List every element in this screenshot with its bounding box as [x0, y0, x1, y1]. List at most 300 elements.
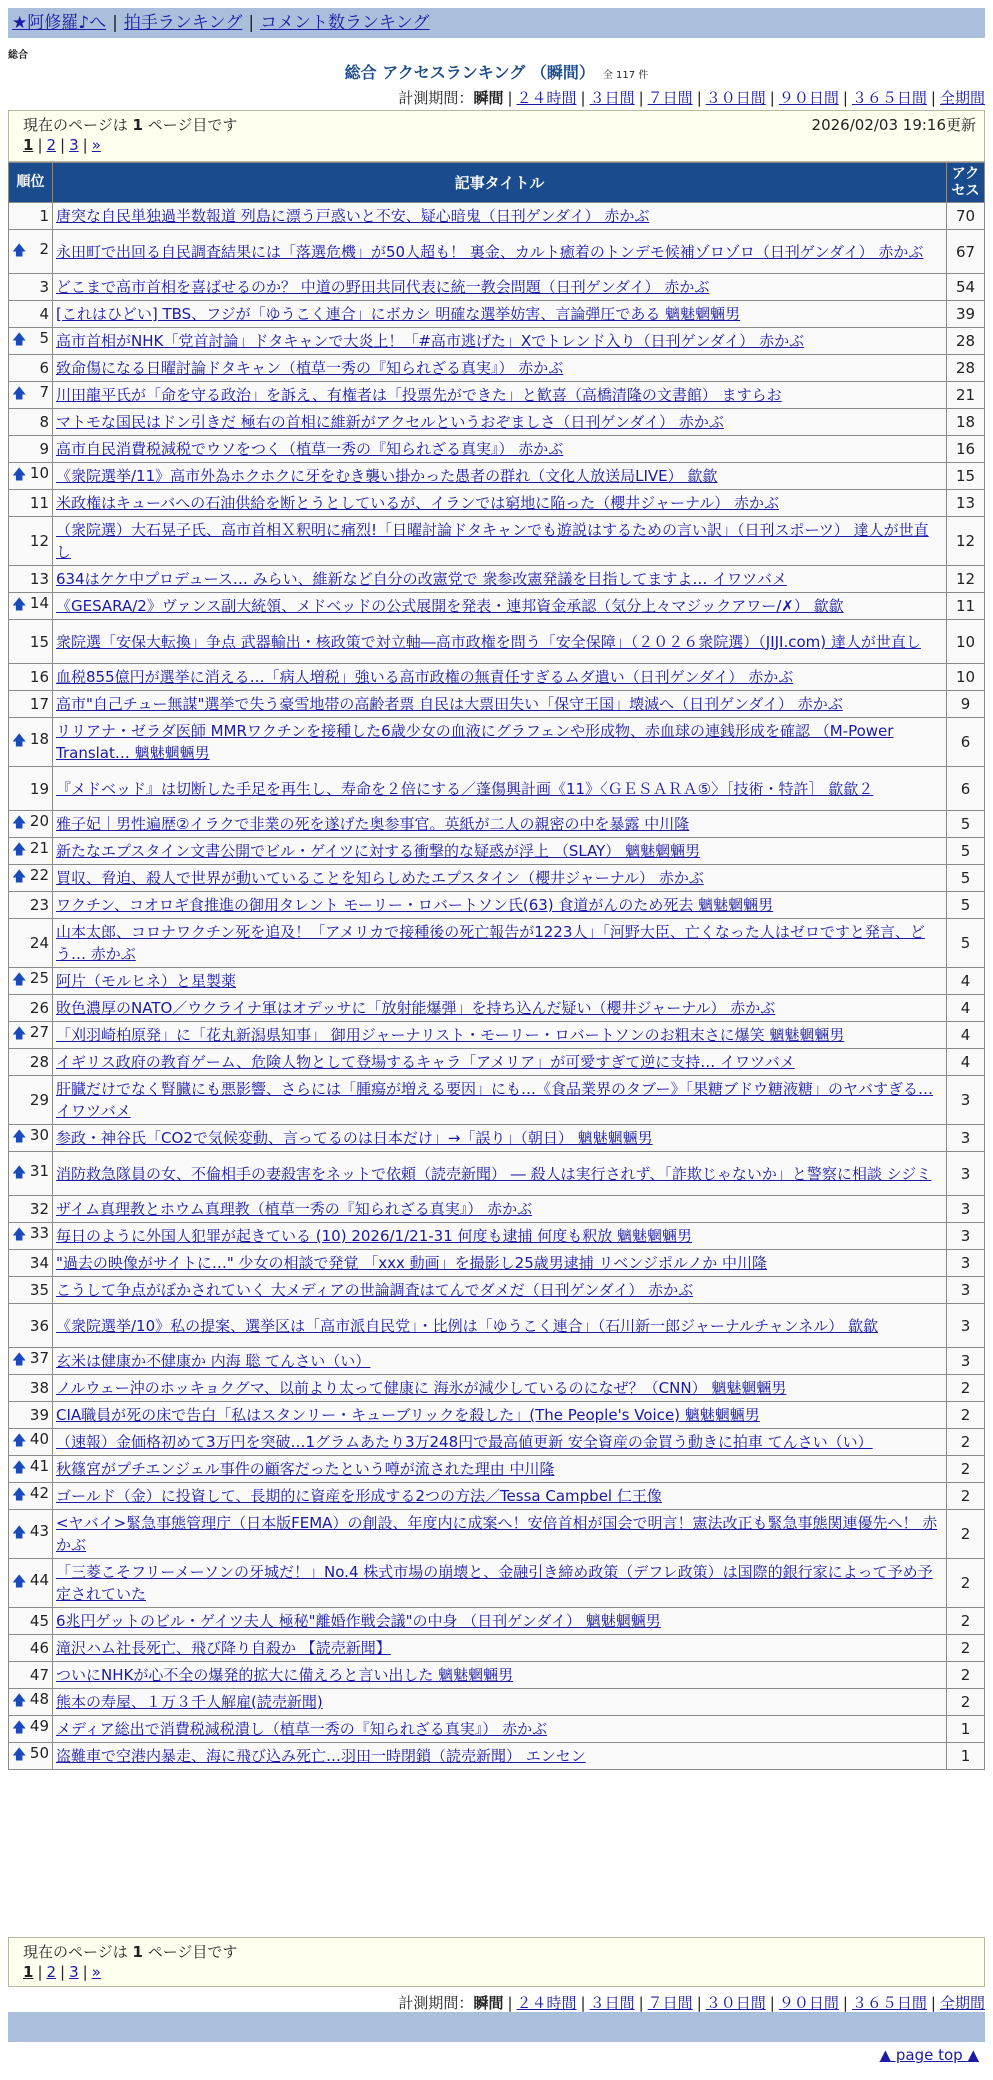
title-cell [53, 1076, 947, 1125]
period-separator: | [638, 1994, 644, 2012]
rank-number: 31 [29, 1161, 49, 1180]
title-cell [53, 919, 947, 968]
access-count: 2 [947, 1608, 985, 1635]
pagination-separator: | [60, 136, 66, 154]
period-link[interactable]: ３６５日間 [851, 1994, 927, 2012]
access-count: 1 [947, 1716, 985, 1743]
rank-number: 43 [29, 1522, 49, 1540]
ranking-table-body [9, 203, 985, 1770]
access-count: 28 [947, 355, 985, 382]
rank-number: 2 [39, 239, 49, 258]
access-count: 5 [947, 919, 985, 968]
rank-up-arrow-icon: 🡅 [12, 1129, 27, 1145]
table-row [9, 919, 985, 968]
current-page-number: 1 [132, 116, 143, 134]
article-title-link[interactable]: CIA職員が死の床で告白「私はスタンリー・キューブリックを殺した」(The People's Voice) 魑魅魍魎男 [56, 1406, 760, 1424]
article-title-link[interactable]: 634はケケ中プロデュース… みらい、維新など自分の改憲党で 衆参改憲発議を目指してますよ… イワツバメ [56, 570, 787, 588]
table-row [9, 1510, 985, 1559]
table-row [9, 811, 985, 838]
rank-cell [9, 1125, 53, 1152]
article-title-link[interactable]: 川田龍平氏が「命を守る政治」を訴え、有権者は「投票先ができた」と歓喜（高橋清隆の文書館） ますらお [56, 386, 782, 404]
rank-up-arrow-icon: 🡅 [12, 597, 27, 613]
title-cell [53, 1743, 947, 1770]
article-title-link[interactable]: 永田町で出回る自民調査結果には「落選危機」が50人超も！ 裏金、カルト癒着のトンデモ候補ゾロゾロ（日刊ゲンダイ） 赤かぶ [56, 242, 924, 261]
pagination-current: 1 [23, 136, 34, 154]
table-row [9, 436, 985, 463]
period-current: 瞬間 [473, 89, 504, 107]
rank-cell [9, 436, 53, 463]
rank-up-arrow-icon: 🡅 [12, 1720, 27, 1736]
rank-cell [9, 1304, 53, 1348]
rank-up-arrow-icon: 🡅 [12, 467, 27, 483]
rank-cell [9, 1022, 53, 1049]
period-separator: | [769, 1994, 775, 2012]
page-info-line [9, 111, 984, 136]
period-link[interactable]: ７日間 [647, 89, 693, 107]
table-row [9, 1689, 985, 1716]
table-row [9, 1716, 985, 1743]
rank-cell [9, 566, 53, 593]
table-row [9, 892, 985, 919]
table-row [9, 1152, 985, 1196]
rank-up-arrow-icon: 🡅 [12, 1747, 27, 1763]
title-cell [53, 382, 947, 409]
title-cell [53, 1510, 947, 1559]
access-count: 70 [947, 203, 985, 230]
asyura-home-link[interactable]: ★阿修羅♪へ [12, 13, 107, 33]
access-count: 28 [947, 328, 985, 355]
table-row [9, 1304, 985, 1348]
title-cell [53, 968, 947, 995]
article-title-link[interactable]: 米政権はキューバへの石油供給を断とうとしているが、イランでは窮地に陥った（櫻井ジャーナル） 赤かぶ [56, 494, 779, 512]
title-cell [53, 1689, 947, 1716]
rank-up-arrow-icon: 🡅 [12, 1026, 27, 1042]
table-row [9, 1348, 985, 1375]
article-title-link[interactable]: 「三菱こそフリーメーソンの牙城だ！」No.4 株式市場の崩壊と、金融引き締め政策（デフレ政策）は国際的銀行家によって予め予定されていた [56, 1563, 933, 1603]
title-cell [53, 1049, 947, 1076]
article-title-link[interactable]: こうして争点がぼかされていく 大メディアの世論調査はてんでダメだ（日刊ゲンダイ） 赤かぶ [56, 1281, 694, 1299]
article-title-link[interactable]: イギリス政府の教育ゲーム、危険人物として登場するキャラ「アメリア」が可愛すぎて逆に支持… イワツバメ [56, 1053, 795, 1071]
title-cell [53, 1559, 947, 1608]
category-label: 総合 [8, 50, 28, 61]
article-title-link[interactable]: [これはひどい] TBS、フジが「ゆうこく連合」にボカシ 明確な選挙妨害、言論弾圧である 魑魅魍魎男 [56, 305, 741, 323]
period-separator: | [842, 89, 848, 107]
access-count: 3 [947, 1250, 985, 1277]
rank-number: 10 [29, 464, 49, 482]
table-row [9, 767, 985, 811]
rank-cell [9, 1375, 53, 1402]
table-row [9, 463, 985, 490]
access-count: 67 [947, 230, 985, 274]
rank-number: 50 [29, 1744, 49, 1762]
pagination-page-link[interactable]: 3 [69, 136, 79, 154]
pagination-separator: | [82, 136, 88, 154]
rank-number: 3 [39, 278, 49, 296]
period-link[interactable]: 全期間 [939, 1994, 985, 2012]
period-link[interactable]: ７日間 [647, 1994, 693, 2012]
title-cell [53, 1348, 947, 1375]
article-title-link[interactable]: ザイム真理教とホウム真理教（植草一秀の『知られざる真実』） 赤かぶ [56, 1200, 533, 1218]
access-count: 2 [947, 1375, 985, 1402]
article-title-link[interactable]: 「刈羽崎柏原発」に「花丸新潟県知事」 御用ジャーナリスト・モーリー・ロバートソンのお粗末さに爆笑 魑魅魍魎男 [56, 1026, 845, 1044]
article-title-link[interactable]: 高市自民消費税減税でウソをつく（植草一秀の『知られざる真実』） 赤かぶ [56, 440, 564, 458]
page-info-text-post: ページ目です [142, 1943, 238, 1961]
access-count: 2 [947, 1429, 985, 1456]
rank-cell [9, 274, 53, 301]
rank-cell [9, 1716, 53, 1743]
article-title-link[interactable]: 参政・神谷氏「CO2で気候変動、言ってるのは日本だけ」→「誤り」（朝日） 魑魅魍魎男 [56, 1129, 653, 1147]
title-cell [53, 1304, 947, 1348]
title-cell [53, 1716, 947, 1743]
rank-number: 21 [29, 839, 49, 857]
access-count: 3 [947, 1348, 985, 1375]
nav-separator: | [112, 13, 118, 33]
article-title-link[interactable]: 高市首相がNHK「党首討論」ドタキャンで大炎上！「#高市逃げた」Xでトレンド入り（日刊ゲンダイ） 赤かぶ [56, 332, 805, 350]
article-title-link[interactable]: 《GESARA/2》ヴァンス副大統領、メドベッドの公式展開を発表・連邦資金承認（気分上々マジックアワー/✗） 歙歙 [56, 597, 844, 615]
period-label: 計測期間： [398, 1994, 474, 2012]
rank-up-arrow-icon: 🡅 [12, 842, 27, 858]
article-title-link[interactable]: 毎日のように外国人犯罪が起きている (10) 2026/1/21-31 何度も逮捕 何度も釈放 魑魅魍魎男 [56, 1227, 693, 1245]
rank-cell [9, 1510, 53, 1559]
table-row [9, 566, 985, 593]
rank-cell [9, 919, 53, 968]
title-cell [53, 1402, 947, 1429]
page-info-text-pre: 現在のページは [23, 1943, 133, 1961]
rank-number: 20 [29, 812, 49, 830]
article-title-link[interactable]: （速報）金価格初めて3万円を突破…1グラムあたり3万248円で最高値更新 安全資産の金買う動きに拍車 てんさい（い） [56, 1433, 873, 1451]
article-title-link[interactable]: （衆院選）大石晃子氏、高市首相Ｘ釈明に痛烈!「日曜討論ドタキャンでも遊説はするための言い訳」（日刊スポーツ） 達人が世直し [56, 521, 929, 561]
period-link[interactable]: 全期間 [939, 89, 985, 107]
access-count: 10 [947, 664, 985, 691]
period-link[interactable]: ９０日間 [778, 1994, 839, 2012]
title-cell [53, 1250, 947, 1277]
table-row [9, 1375, 985, 1402]
applause-ranking-link[interactable]: 拍手ランキング [123, 13, 243, 33]
access-count: 3 [947, 1223, 985, 1250]
title-cell [53, 1022, 947, 1049]
rank-cell [9, 1196, 53, 1223]
pagination-separator: | [82, 1963, 88, 1981]
article-title-link[interactable]: 買収、脅迫、殺人で世界が動いていることを知らしめたエプスタイン（櫻井ジャーナル） 赤かぶ [56, 869, 704, 887]
article-title-link[interactable]: どこまで高市首相を喜ばせるのか？ 中道の野田共同代表に統一教会問題（日刊ゲンダイ） 赤かぶ [56, 278, 710, 296]
title-cell [53, 1608, 947, 1635]
article-title-link[interactable]: ついにNHKが心不全の爆発的拡大に備えろと言い出した 魑魅魍魎男 [56, 1666, 514, 1684]
rank-cell [9, 409, 53, 436]
rank-number: 40 [29, 1430, 49, 1448]
period-link[interactable]: ３０日間 [705, 1994, 766, 2012]
rank-number: 18 [29, 730, 49, 748]
article-title-link[interactable]: <ヤバイ>緊急事態管理庁（日本版FEMA）の創設、年度内に成案へ！安倍首相が国会で明言！憲法改正も緊急事態関連優先へ！ 赤かぶ [56, 1514, 938, 1554]
page-info-line [9, 1938, 984, 1963]
article-title-link[interactable]: リリアナ・ゼラダ医師 MMRワクチンを接種した6歳少女の血液にグラフェンや形成物、赤血球の連銭形成を確認 （M-Power Translat… 魑魅魍魎男 [56, 722, 894, 762]
rank-cell [9, 767, 53, 811]
period-link[interactable]: ２４時間 [516, 1994, 577, 2012]
table-row [9, 355, 985, 382]
table-row [9, 517, 985, 566]
pagination-separator: | [37, 136, 43, 154]
ranking-table [8, 162, 985, 1770]
rank-cell [9, 382, 53, 409]
access-count: 2 [947, 1559, 985, 1608]
article-title-link[interactable]: 阿片（モルヒネ）と星製薬 [56, 972, 237, 990]
table-row [9, 1250, 985, 1277]
access-count: 9 [947, 691, 985, 718]
table-row [9, 409, 985, 436]
access-count: 3 [947, 1277, 985, 1304]
access-count: 3 [947, 1125, 985, 1152]
access-count: 13 [947, 490, 985, 517]
rank-number: 32 [29, 1200, 49, 1218]
article-title-link[interactable]: 致命傷になる日曜討論ドタキャン（植草一秀の『知られざる真実』） 赤かぶ [56, 359, 564, 377]
period-separator: | [507, 89, 513, 107]
pagination-page-link[interactable]: 2 [46, 136, 57, 154]
page-top-link[interactable]: ▲ page top ▲ [879, 2046, 979, 2064]
access-count: 2 [947, 1510, 985, 1559]
rank-number: 6 [39, 359, 49, 377]
table-row [9, 1662, 985, 1689]
bottom-bar [8, 2012, 985, 2042]
access-count: 2 [947, 1635, 985, 1662]
rank-number: 48 [29, 1690, 49, 1708]
period-label: 計測期間： [398, 89, 474, 107]
rank-up-arrow-icon: 🡅 [12, 869, 27, 885]
rank-number: 36 [29, 1316, 49, 1335]
top-nav-bar [8, 8, 985, 38]
title-cell [53, 767, 947, 811]
rank-number: 24 [29, 934, 49, 952]
period-separator: | [580, 89, 586, 107]
pagination-current: 1 [23, 1963, 34, 1981]
article-title-link[interactable]: 盗難車で空港内暴走、海に飛び込み死亡…羽田一時閉鎖（読売新聞） エンセン [56, 1747, 586, 1765]
rank-cell [9, 1559, 53, 1608]
access-count: 39 [947, 301, 985, 328]
article-title-link[interactable]: 山本太郎、コロナワクチン死を追及！「アメリカで接種後の死亡報告が1223人」「河野大臣、亡くなった人はゼロですと発言、どう… 赤かぶ [56, 923, 925, 963]
table-row [9, 203, 985, 230]
article-title-link[interactable]: ゴールド（金）に投資して、長期的に資産を形成する2つの方法／Tessa Campbel 仁王像 [56, 1487, 662, 1505]
article-title-link[interactable]: 消防救急隊員の女、不倫相手の妻殺害をネットで依頼（読売新聞） ― 殺人は実行されず、「詐欺じゃないか」と警察に相談 シジミ [56, 1164, 932, 1183]
rank-number: 37 [29, 1349, 49, 1367]
rank-cell [9, 1076, 53, 1125]
article-title-link[interactable]: メディア総出で消費税減税潰し（植草一秀の『知られざる真実』） 赤かぶ [56, 1720, 548, 1738]
article-title-link[interactable]: 唐突な自民単独過半数報道 列島に漂う戸惑いと不安、疑心暗鬼（日刊ゲンダイ） 赤かぶ [56, 207, 650, 225]
title-cell [53, 838, 947, 865]
table-row [9, 1125, 985, 1152]
rank-cell [9, 1635, 53, 1662]
title-cell [53, 328, 947, 355]
rank-number: 42 [29, 1484, 49, 1502]
table-row [9, 865, 985, 892]
rank-number: 25 [29, 969, 49, 987]
access-count: 54 [947, 274, 985, 301]
rank-cell [9, 811, 53, 838]
article-title-link[interactable]: 高市"自己チュー無謀"選挙で失う豪雪地帯の高齢者票 自民は大票田失い「保守王国」壊滅へ（日刊ゲンダイ） 赤かぶ [56, 695, 843, 713]
rank-cell [9, 1743, 53, 1770]
article-title-link[interactable]: "過去の映像がサイトに…" 少女の相談で発覚 「xxx 動画」を撮影し25歳男逮捕 リベンジポルノか 中川隆 [56, 1254, 768, 1272]
rank-up-arrow-icon: 🡅 [12, 242, 27, 259]
table-row [9, 1196, 985, 1223]
table-row [9, 382, 985, 409]
article-title-link[interactable]: 雅子妃｜男性遍歴②イラクで非業の死を遂げた奥参事官。英紙が二人の親密の中を暴露 中川隆 [56, 815, 690, 833]
rank-cell [9, 1429, 53, 1456]
table-row [9, 1049, 985, 1076]
rank-cell [9, 892, 53, 919]
article-title-link[interactable]: 衆院選「安保大転換」争点 武器輸出・核政策で対立軸―高市政権を問う「安全保障」（２０２６衆院選）（JIJI.com) 達人が世直し [56, 632, 921, 651]
period-separator: | [930, 1994, 936, 2012]
period-link[interactable]: ９０日間 [778, 89, 839, 107]
period-separator: | [769, 89, 775, 107]
rank-cell [9, 1456, 53, 1483]
title-cell [53, 1429, 947, 1456]
rank-number: 46 [29, 1639, 49, 1657]
article-title-link[interactable]: ノルウェー沖のホッキョクグマ、以前より太って健康に 海氷が減少しているのになぜ？（CNN） 魑魅魍魎男 [56, 1379, 787, 1397]
rank-up-arrow-icon: 🡅 [12, 386, 27, 402]
article-title-link[interactable]: 6兆円ゲットのビル・ゲイツ夫人 極秘"離婚作戦会議"の中身 （日刊ゲンダイ） 魑魅魍魎男 [56, 1612, 661, 1630]
article-title-link[interactable]: 『メドベッド』は切断した手足を再生し、寿命を２倍にする／蓬傷興計画《11》〈ＧＥＳＡＲＡ⑤〉［技術・特許］ 歙歙２ [56, 779, 874, 798]
rank-up-arrow-icon: 🡅 [12, 815, 27, 831]
access-count: 15 [947, 463, 985, 490]
period-link[interactable]: ３日間 [589, 1994, 635, 2012]
title-cell [53, 1662, 947, 1689]
period-link[interactable]: ３６５日間 [851, 89, 927, 107]
title-cell [53, 566, 947, 593]
header-title: 記事タイトル [53, 163, 947, 203]
rank-number: 34 [29, 1254, 49, 1272]
period-selector-bottom [398, 1992, 985, 2013]
rank-number: 7 [39, 383, 49, 401]
rank-number: 41 [29, 1457, 49, 1475]
rank-number: 29 [29, 1091, 49, 1109]
rank-cell [9, 995, 53, 1022]
access-count: 5 [947, 865, 985, 892]
article-title-link[interactable]: 肝臓だけでなく腎臓にも悪影響、さらには「腫瘍が増える要因」にも…《食品業界のタブー》「果糖ブドウ糖液糖」のヤバすぎる… イワツバメ [56, 1080, 934, 1120]
period-link[interactable]: ２４時間 [516, 89, 577, 107]
title-cell [53, 301, 947, 328]
header-access: アクセス [947, 163, 985, 203]
access-count: 2 [947, 1402, 985, 1429]
rank-number: 1 [39, 207, 49, 225]
title-cell [53, 1456, 947, 1483]
title-cell [53, 1125, 947, 1152]
table-row [9, 328, 985, 355]
article-title-link[interactable]: ワクチン、コオロギ食推進の御用タレント モーリー・ロバートソン氏(63) 食道がんのため死去 魑魅魍魎男 [56, 896, 774, 914]
pagination-page-link[interactable]: 3 [69, 1963, 79, 1981]
article-title-link[interactable]: 《衆院選挙/10》私の提案、選挙区は「高市派自民党」・比例は「ゆうこく連合」（石川新一郎ジャーナルチャンネル） 歙歙 [56, 1316, 878, 1335]
table-row [9, 691, 985, 718]
rank-number: 38 [29, 1379, 49, 1397]
comment-ranking-link[interactable]: コメント数ランキング [260, 13, 430, 33]
article-title-link[interactable]: 熊本の寿屋、１万３千人解雇(読売新聞) [56, 1693, 323, 1711]
access-count: 3 [947, 1076, 985, 1125]
total-count: 全 117 件 [602, 70, 649, 81]
title-cell [53, 1223, 947, 1250]
period-separator: | [842, 1994, 848, 2012]
rank-number: 9 [39, 440, 49, 458]
table-row [9, 664, 985, 691]
rank-number: 13 [29, 570, 49, 588]
table-row [9, 1456, 985, 1483]
period-separator: | [696, 89, 702, 107]
current-page-number: 1 [132, 1943, 143, 1961]
updated-timestamp: 2026/02/03 19:16更新 [811, 116, 976, 134]
pagination-next[interactable]: » [91, 136, 101, 154]
access-count: 6 [947, 767, 985, 811]
access-count: 2 [947, 1689, 985, 1716]
period-link[interactable]: ３日間 [589, 89, 635, 107]
rank-number: 17 [29, 695, 49, 713]
rank-cell [9, 1250, 53, 1277]
rank-cell [9, 968, 53, 995]
title-cell [53, 274, 947, 301]
title-cell [53, 995, 947, 1022]
period-link[interactable]: ３０日間 [705, 89, 766, 107]
rank-number: 45 [29, 1612, 49, 1630]
rank-cell [9, 1402, 53, 1429]
title-cell [53, 865, 947, 892]
rank-cell [9, 664, 53, 691]
access-count: 3 [947, 1152, 985, 1196]
rank-up-arrow-icon: 🡅 [12, 1352, 27, 1368]
table-row [9, 1429, 985, 1456]
rank-cell [9, 517, 53, 566]
table-row [9, 968, 985, 995]
rank-cell [9, 203, 53, 230]
title-cell [53, 490, 947, 517]
table-row [9, 1223, 985, 1250]
title-cell [53, 203, 947, 230]
rank-up-arrow-icon: 🡅 [12, 1460, 27, 1476]
title-cell [53, 1375, 947, 1402]
article-title-link[interactable]: 血税855億円が選挙に消える…「病人増税」強いる高市政権の無責任すぎるムダ遣い（日刊ゲンダイ） 赤かぶ [56, 668, 794, 686]
pagination-next[interactable]: » [91, 1963, 101, 1981]
table-row [9, 1022, 985, 1049]
rank-number: 14 [29, 594, 49, 612]
article-title-link[interactable]: 秋篠宮がプチエンジェル事件の顧客だったという噂が流された理由 中川隆 [56, 1460, 555, 1478]
rank-up-arrow-icon: 🡅 [12, 1227, 27, 1243]
article-title-link[interactable]: 《衆院選挙/11》高市外為ホクホクに牙をむき襲い掛かった愚者の群れ（文化人放送局LIVE） 歙歙 [56, 467, 718, 485]
rank-number: 8 [39, 413, 49, 431]
rank-cell [9, 301, 53, 328]
pagination-page-link[interactable]: 2 [46, 1963, 57, 1981]
title-cell [53, 593, 947, 620]
article-title-link[interactable]: 玄米は健康か不健康か 内海 聡 てんさい（い） [56, 1352, 371, 1370]
rank-number: 23 [29, 896, 49, 914]
article-title-link[interactable]: 新たなエプスタイン文書公開でビル・ゲイツに対する衝撃的な疑惑が浮上 （SLAY） 魑魅魍魎男 [56, 842, 701, 860]
rank-cell [9, 230, 53, 274]
article-title-link[interactable]: 敗色濃厚のNATO／ウクライナ軍はオデッサに「放射能爆弾」を持ち込んだ疑い（櫻井ジャーナル） 赤かぶ [56, 999, 776, 1017]
rank-cell [9, 838, 53, 865]
rank-cell [9, 1223, 53, 1250]
table-row [9, 1743, 985, 1770]
rank-number: 19 [29, 779, 49, 798]
rank-number: 44 [29, 1571, 49, 1589]
article-title-link[interactable]: マトモな国民はドン引きだ 極右の首相に維新がアクセルというおぞましさ（日刊ゲンダイ） 赤かぶ [56, 413, 724, 431]
access-count: 10 [947, 620, 985, 664]
rank-cell [9, 1152, 53, 1196]
rank-number: 39 [29, 1406, 49, 1424]
ranking-heading: 総合 アクセスランキング （瞬間） [344, 63, 595, 82]
table-row [9, 1608, 985, 1635]
article-title-link[interactable]: 滝沢ハム社長死亡、飛び降り自殺か 【読売新聞】 [56, 1639, 391, 1657]
table-header-row [9, 163, 985, 203]
rank-up-arrow-icon: 🡅 [12, 1433, 27, 1449]
rank-number: 30 [29, 1126, 49, 1144]
access-count: 4 [947, 1022, 985, 1049]
page-info-text-post: ページ目です [142, 116, 238, 134]
title-cell [53, 463, 947, 490]
rank-cell [9, 1689, 53, 1716]
rank-number: 35 [29, 1281, 49, 1299]
access-count: 3 [947, 1304, 985, 1348]
